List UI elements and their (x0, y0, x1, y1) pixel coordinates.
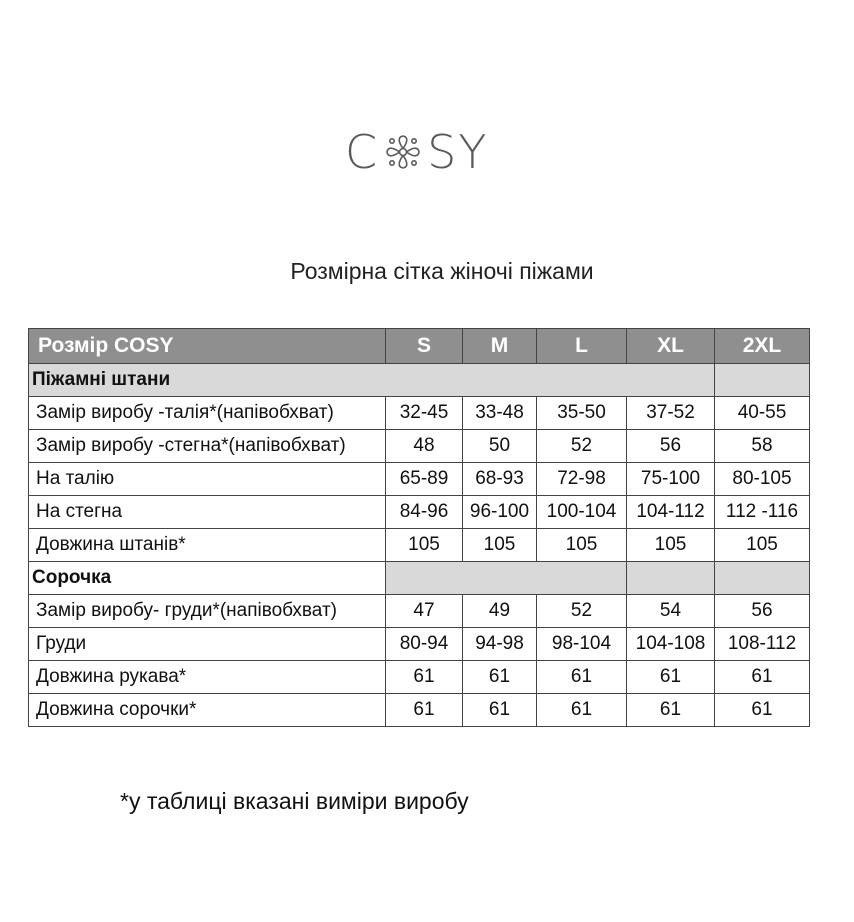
section-row-pants (29, 364, 810, 397)
section-cell (715, 562, 810, 595)
table-row (29, 595, 810, 628)
table-cell: 52 (537, 595, 627, 628)
table-cell: 61 (463, 661, 537, 694)
table-cell: 104-108 (627, 628, 715, 661)
footnote: *у таблиці вказані виміри виробу (120, 788, 469, 814)
table-cell: 100-104 (537, 496, 627, 529)
header-size-xl: XL (627, 329, 715, 364)
table-cell: 54 (627, 595, 715, 628)
logo-letter-c: C (345, 125, 380, 179)
row-label: Груди (29, 628, 386, 661)
table-cell: 61 (715, 661, 810, 694)
table-cell: 35-50 (537, 397, 627, 430)
table-row (29, 661, 810, 694)
table-cell: 33-48 (463, 397, 537, 430)
table-cell: 40-55 (715, 397, 810, 430)
table-cell: 84-96 (386, 496, 463, 529)
table-cell: 108-112 (715, 628, 810, 661)
row-label: Довжина сорочки* (29, 694, 386, 727)
row-label: Замір виробу -талія*(напівобхват) (29, 397, 386, 430)
table-cell: 112 -116 (715, 496, 810, 529)
table-cell: 94-98 (463, 628, 537, 661)
row-label: На стегна (29, 496, 386, 529)
header-size-s: S (386, 329, 463, 364)
section-cell (386, 562, 627, 595)
table-row (29, 628, 810, 661)
table-row (29, 496, 810, 529)
table-row (29, 529, 810, 562)
table-cell: 61 (537, 694, 627, 727)
table-cell: 58 (715, 430, 810, 463)
table-cell: 61 (537, 661, 627, 694)
table-cell: 72-98 (537, 463, 627, 496)
table-cell: 105 (715, 529, 810, 562)
table-cell: 56 (715, 595, 810, 628)
table-cell: 56 (627, 430, 715, 463)
row-label: Замір виробу- груди*(напівобхват) (29, 595, 386, 628)
brand-logo (345, 125, 489, 179)
table-cell: 61 (715, 694, 810, 727)
table-row (29, 430, 810, 463)
table-cell: 80-94 (386, 628, 463, 661)
header-size-2xl: 2XL (715, 329, 810, 364)
table-row (29, 463, 810, 496)
header-size-label: Розмір COSY (29, 329, 386, 364)
section-title: Піжамні штани (29, 364, 715, 397)
table-row (29, 397, 810, 430)
table-cell: 61 (386, 694, 463, 727)
section-cell (627, 562, 715, 595)
table-cell: 98-104 (537, 628, 627, 661)
table-cell: 105 (386, 529, 463, 562)
table-cell: 49 (463, 595, 537, 628)
header-size-m: M (463, 329, 537, 364)
table-cell: 61 (463, 694, 537, 727)
table-cell: 32-45 (386, 397, 463, 430)
table-cell: 50 (463, 430, 537, 463)
logo-letters-sy: SY (427, 125, 489, 179)
row-label: Довжина рукава* (29, 661, 386, 694)
table-cell: 104-112 (627, 496, 715, 529)
table-cell: 61 (627, 694, 715, 727)
row-label: На талію (29, 463, 386, 496)
table-header-row (29, 329, 810, 364)
table-cell: 80-105 (715, 463, 810, 496)
page-title: Розмірна сітка жіночі піжами (290, 258, 594, 284)
table-cell: 48 (386, 430, 463, 463)
table-cell: 96-100 (463, 496, 537, 529)
size-table (28, 328, 810, 727)
row-label: Замір виробу -стегна*(напівобхват) (29, 430, 386, 463)
section-cell (715, 364, 810, 397)
table-cell: 37-52 (627, 397, 715, 430)
table-cell: 75-100 (627, 463, 715, 496)
table-cell: 68-93 (463, 463, 537, 496)
table-cell: 65-89 (386, 463, 463, 496)
row-label: Довжина штанів* (29, 529, 386, 562)
table-cell: 105 (463, 529, 537, 562)
table-cell: 61 (386, 661, 463, 694)
flower-icon (382, 131, 424, 173)
table-row (29, 694, 810, 727)
header-size-l: L (537, 329, 627, 364)
table-cell: 47 (386, 595, 463, 628)
table-cell: 61 (627, 661, 715, 694)
table-cell: 52 (537, 430, 627, 463)
table-cell: 105 (627, 529, 715, 562)
section-title: Сорочка (29, 562, 386, 595)
section-row-shirt (29, 562, 810, 595)
table-cell: 105 (537, 529, 627, 562)
